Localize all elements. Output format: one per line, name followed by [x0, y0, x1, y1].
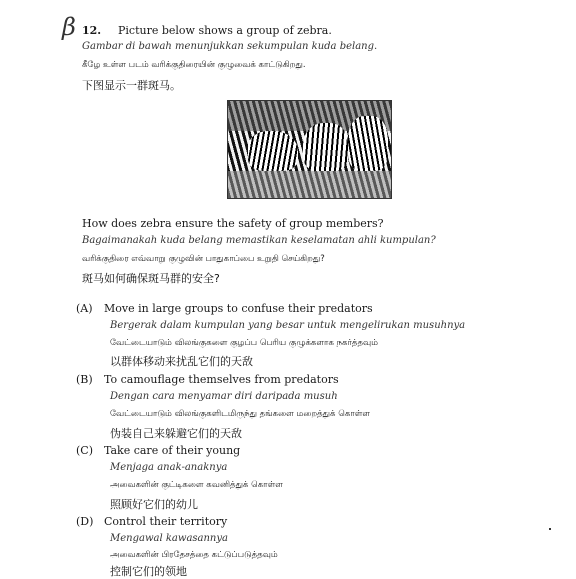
option-c-tamil: அவைகளின் குட்டிகளை கவனித்துக் கொள்ள	[110, 480, 283, 490]
option-a-english: Move in large groups to confuse their predators	[104, 302, 373, 315]
option-d-label: (D)	[76, 515, 94, 528]
option-b-chinese: 伪装自己来躲避它们的天敌	[110, 427, 242, 440]
option-b-malay: Dengan cara menyamar diri daripada musuh	[110, 391, 338, 402]
prompt-tamil: கீழே உள்ள படம் வரிக்குதிரையின் குழுவைக் காட்டுகிறது.	[82, 60, 306, 70]
ask-chinese: 斑马如何确保斑马群的安全?	[82, 272, 220, 285]
option-a-tamil: வேட்டையாடும் விலங்குகளை குழப்ப பெரிய குழுக்களாக நகர்த்தவும்	[110, 338, 378, 348]
option-b-label: (B)	[76, 373, 93, 386]
question-mark: β	[62, 13, 76, 41]
option-d-chinese: 控制它们的领地	[110, 565, 187, 578]
zebra-group-photo	[227, 100, 392, 199]
option-c-label: (C)	[76, 444, 93, 457]
prompt-chinese: 下图显示一群斑马。	[82, 79, 181, 92]
option-c-malay: Menjaga anak-anaknya	[110, 462, 228, 473]
ask-malay: Bagaimanakah kuda belang memastikan keselamatan ahli kumpulan?	[82, 235, 436, 246]
option-d-tamil: அவைகளின் பிரதேசத்தை கட்டுப்படுத்தவும்	[110, 550, 278, 560]
ask-tamil: வரிக்குதிரை எவ்வாறு குழுவின் பாதுகாப்பை உறுதி செய்கிறது?	[82, 254, 325, 264]
option-c-chinese: 照顾好它们的幼儿	[110, 498, 198, 511]
stray-dot	[549, 528, 551, 530]
option-d-malay: Mengawal kawasannya	[110, 533, 228, 544]
option-c-english: Take care of their young	[104, 444, 241, 457]
question-number: 12.	[82, 24, 102, 37]
option-a-chinese: 以群体移动来扰乱它们的天敌	[110, 355, 253, 368]
option-b-tamil: வேட்டையாடும் விலங்குகளிடமிருந்து தங்களை மறைத்துக் கொள்ள	[110, 409, 371, 419]
prompt-english: Picture below shows a group of zebra.	[118, 24, 332, 37]
prompt-malay: Gambar di bawah menunjukkan sekumpulan kuda belang.	[82, 41, 378, 52]
option-a-label: (A)	[76, 302, 93, 315]
option-a-malay: Bergerak dalam kumpulan yang besar untuk mengelirukan musuhnya	[110, 320, 466, 331]
option-d-english: Control their territory	[104, 515, 228, 528]
option-b-english: To camouflage themselves from predators	[104, 373, 339, 386]
ask-english: How does zebra ensure the safety of group members?	[82, 217, 384, 230]
